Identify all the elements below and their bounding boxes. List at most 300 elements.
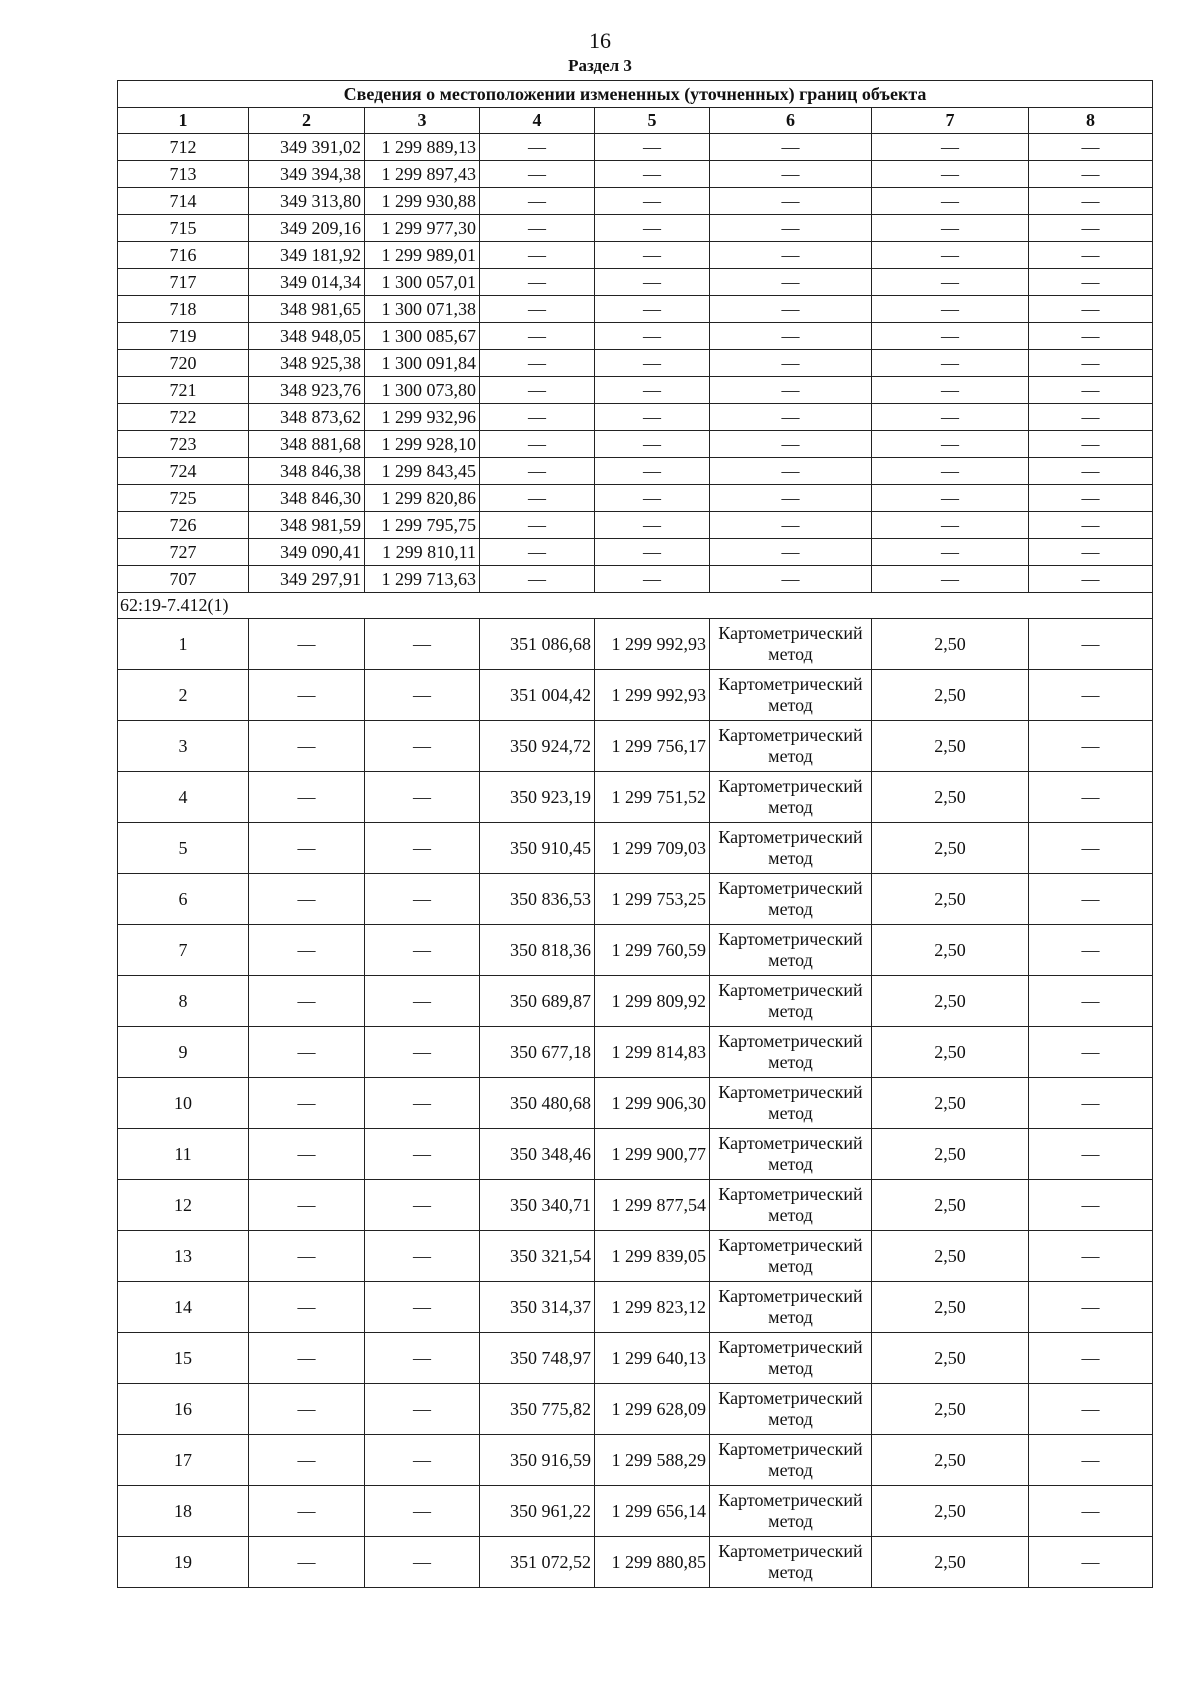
- table-row: [118, 925, 1153, 976]
- empty-dash-cell: —: [365, 823, 480, 874]
- empty-dash-cell: —: [872, 458, 1029, 485]
- empty-dash-cell: —: [365, 1435, 480, 1486]
- empty-dash-cell: —: [249, 619, 365, 670]
- y-coordinate-cell: 1 299 810,11: [365, 539, 480, 566]
- point-number-cell: 718: [118, 296, 249, 323]
- y-coordinate-cell: 1 299 889,13: [365, 134, 480, 161]
- y-coordinate-cell: 1 299 932,96: [365, 404, 480, 431]
- table-row: [118, 1282, 1153, 1333]
- method-cell: Картометрический метод: [710, 1129, 872, 1180]
- empty-dash-cell: —: [595, 188, 710, 215]
- point-number-cell: 12: [118, 1180, 249, 1231]
- empty-dash-cell: —: [710, 269, 872, 296]
- empty-dash-cell: —: [365, 1129, 480, 1180]
- column-number: 2: [249, 108, 365, 134]
- empty-dash-cell: —: [1029, 1384, 1153, 1435]
- point-number-cell: 16: [118, 1384, 249, 1435]
- empty-dash-cell: —: [249, 1384, 365, 1435]
- point-number-cell: 10: [118, 1078, 249, 1129]
- x-coordinate-cell: 348 981,65: [249, 296, 365, 323]
- y-coordinate-cell: 1 299 928,10: [365, 431, 480, 458]
- empty-dash-cell: —: [1029, 566, 1153, 593]
- column-number: 8: [1029, 108, 1153, 134]
- empty-dash-cell: —: [1029, 539, 1153, 566]
- empty-dash-cell: —: [365, 721, 480, 772]
- y-coordinate-cell: 1 300 057,01: [365, 269, 480, 296]
- y-coordinate-cell: 1 299 760,59: [595, 925, 710, 976]
- empty-dash-cell: —: [480, 431, 595, 458]
- empty-dash-cell: —: [249, 1333, 365, 1384]
- y-coordinate-cell: 1 299 640,13: [595, 1333, 710, 1384]
- empty-dash-cell: —: [365, 1027, 480, 1078]
- empty-dash-cell: —: [365, 1537, 480, 1588]
- point-number-cell: 714: [118, 188, 249, 215]
- x-coordinate-cell: 349 181,92: [249, 242, 365, 269]
- x-coordinate-cell: 350 923,19: [480, 772, 595, 823]
- x-coordinate-cell: 350 340,71: [480, 1180, 595, 1231]
- table-row: [118, 1537, 1153, 1588]
- accuracy-cell: 2,50: [872, 1384, 1029, 1435]
- accuracy-cell: 2,50: [872, 1486, 1029, 1537]
- y-coordinate-cell: 1 299 839,05: [595, 1231, 710, 1282]
- y-coordinate-cell: 1 299 656,14: [595, 1486, 710, 1537]
- table-row: [118, 772, 1153, 823]
- empty-dash-cell: —: [1029, 269, 1153, 296]
- empty-dash-cell: —: [872, 512, 1029, 539]
- column-number: 4: [480, 108, 595, 134]
- x-coordinate-cell: 350 748,97: [480, 1333, 595, 1384]
- empty-dash-cell: —: [480, 539, 595, 566]
- table-row: [118, 431, 1153, 458]
- table-row: [118, 1078, 1153, 1129]
- empty-dash-cell: —: [1029, 1282, 1153, 1333]
- y-coordinate-cell: 1 299 751,52: [595, 772, 710, 823]
- table-caption-row: [118, 81, 1153, 108]
- empty-dash-cell: —: [249, 925, 365, 976]
- point-number-cell: 3: [118, 721, 249, 772]
- y-coordinate-cell: 1 300 071,38: [365, 296, 480, 323]
- empty-dash-cell: —: [480, 350, 595, 377]
- empty-dash-cell: —: [1029, 1078, 1153, 1129]
- y-coordinate-cell: 1 299 877,54: [595, 1180, 710, 1231]
- point-number-cell: 727: [118, 539, 249, 566]
- accuracy-cell: 2,50: [872, 1129, 1029, 1180]
- empty-dash-cell: —: [1029, 1486, 1153, 1537]
- point-number-cell: 725: [118, 485, 249, 512]
- table-row: [118, 670, 1153, 721]
- empty-dash-cell: —: [480, 323, 595, 350]
- accuracy-cell: 2,50: [872, 1078, 1029, 1129]
- empty-dash-cell: —: [872, 188, 1029, 215]
- method-cell: Картометрический метод: [710, 772, 872, 823]
- x-coordinate-cell: 350 916,59: [480, 1435, 595, 1486]
- y-coordinate-cell: 1 299 930,88: [365, 188, 480, 215]
- empty-dash-cell: —: [480, 269, 595, 296]
- empty-dash-cell: —: [710, 512, 872, 539]
- point-number-cell: 9: [118, 1027, 249, 1078]
- column-number: 5: [595, 108, 710, 134]
- empty-dash-cell: —: [710, 323, 872, 350]
- y-coordinate-cell: 1 299 814,83: [595, 1027, 710, 1078]
- x-coordinate-cell: 350 480,68: [480, 1078, 595, 1129]
- point-number-cell: 720: [118, 350, 249, 377]
- empty-dash-cell: —: [872, 566, 1029, 593]
- empty-dash-cell: —: [480, 215, 595, 242]
- empty-dash-cell: —: [595, 377, 710, 404]
- empty-dash-cell: —: [1029, 976, 1153, 1027]
- empty-dash-cell: —: [1029, 377, 1153, 404]
- method-cell: Картометрический метод: [710, 1282, 872, 1333]
- method-cell: Картометрический метод: [710, 823, 872, 874]
- empty-dash-cell: —: [1029, 215, 1153, 242]
- method-cell: Картометрический метод: [710, 1231, 872, 1282]
- empty-dash-cell: —: [595, 458, 710, 485]
- empty-dash-cell: —: [365, 925, 480, 976]
- point-number-cell: 724: [118, 458, 249, 485]
- x-coordinate-cell: 351 086,68: [480, 619, 595, 670]
- empty-dash-cell: —: [1029, 458, 1153, 485]
- boundary-table: [117, 80, 1153, 1588]
- x-coordinate-cell: 351 072,52: [480, 1537, 595, 1588]
- empty-dash-cell: —: [365, 1231, 480, 1282]
- empty-dash-cell: —: [1029, 619, 1153, 670]
- empty-dash-cell: —: [1029, 485, 1153, 512]
- empty-dash-cell: —: [710, 377, 872, 404]
- empty-dash-cell: —: [249, 1027, 365, 1078]
- table-row: [118, 1231, 1153, 1282]
- x-coordinate-cell: 350 910,45: [480, 823, 595, 874]
- empty-dash-cell: —: [710, 539, 872, 566]
- x-coordinate-cell: 350 321,54: [480, 1231, 595, 1282]
- table-row: [118, 404, 1153, 431]
- empty-dash-cell: —: [365, 619, 480, 670]
- empty-dash-cell: —: [872, 539, 1029, 566]
- empty-dash-cell: —: [710, 458, 872, 485]
- empty-dash-cell: —: [249, 1486, 365, 1537]
- empty-dash-cell: —: [1029, 1333, 1153, 1384]
- table-row: [118, 242, 1153, 269]
- point-number-cell: 14: [118, 1282, 249, 1333]
- point-number-cell: 19: [118, 1537, 249, 1588]
- empty-dash-cell: —: [365, 670, 480, 721]
- x-coordinate-cell: 350 775,82: [480, 1384, 595, 1435]
- point-number-cell: 18: [118, 1486, 249, 1537]
- table-row: [118, 874, 1153, 925]
- method-cell: Картометрический метод: [710, 670, 872, 721]
- x-coordinate-cell: 350 836,53: [480, 874, 595, 925]
- x-coordinate-cell: 348 881,68: [249, 431, 365, 458]
- empty-dash-cell: —: [595, 296, 710, 323]
- accuracy-cell: 2,50: [872, 976, 1029, 1027]
- empty-dash-cell: —: [872, 485, 1029, 512]
- point-number-cell: 726: [118, 512, 249, 539]
- empty-dash-cell: —: [249, 874, 365, 925]
- empty-dash-cell: —: [1029, 512, 1153, 539]
- empty-dash-cell: —: [710, 431, 872, 458]
- point-number-cell: 5: [118, 823, 249, 874]
- empty-dash-cell: —: [595, 161, 710, 188]
- empty-dash-cell: —: [365, 1282, 480, 1333]
- empty-dash-cell: —: [710, 215, 872, 242]
- y-coordinate-cell: 1 300 085,67: [365, 323, 480, 350]
- empty-dash-cell: —: [480, 458, 595, 485]
- table-row: [118, 1180, 1153, 1231]
- empty-dash-cell: —: [365, 1078, 480, 1129]
- empty-dash-cell: —: [249, 823, 365, 874]
- y-coordinate-cell: 1 299 823,12: [595, 1282, 710, 1333]
- y-coordinate-cell: 1 299 992,93: [595, 619, 710, 670]
- method-cell: Картометрический метод: [710, 874, 872, 925]
- empty-dash-cell: —: [249, 1282, 365, 1333]
- table-row: [118, 619, 1153, 670]
- empty-dash-cell: —: [249, 1435, 365, 1486]
- accuracy-cell: 2,50: [872, 925, 1029, 976]
- table-row: [118, 1435, 1153, 1486]
- y-coordinate-cell: 1 299 820,86: [365, 485, 480, 512]
- empty-dash-cell: —: [872, 269, 1029, 296]
- empty-dash-cell: —: [1029, 670, 1153, 721]
- group-label-row: [118, 593, 1153, 619]
- empty-dash-cell: —: [595, 512, 710, 539]
- x-coordinate-cell: 349 014,34: [249, 269, 365, 296]
- empty-dash-cell: —: [480, 377, 595, 404]
- empty-dash-cell: —: [480, 242, 595, 269]
- table-row: [118, 1027, 1153, 1078]
- empty-dash-cell: —: [710, 161, 872, 188]
- empty-dash-cell: —: [595, 539, 710, 566]
- method-cell: Картометрический метод: [710, 1078, 872, 1129]
- empty-dash-cell: —: [365, 874, 480, 925]
- empty-dash-cell: —: [480, 134, 595, 161]
- table-row: [118, 1486, 1153, 1537]
- accuracy-cell: 2,50: [872, 823, 1029, 874]
- method-cell: Картометрический метод: [710, 1027, 872, 1078]
- table-row: [118, 485, 1153, 512]
- empty-dash-cell: —: [872, 350, 1029, 377]
- table-row: [118, 161, 1153, 188]
- point-number-cell: 1: [118, 619, 249, 670]
- column-number: 1: [118, 108, 249, 134]
- table-row: [118, 377, 1153, 404]
- empty-dash-cell: —: [249, 670, 365, 721]
- x-coordinate-cell: 350 314,37: [480, 1282, 595, 1333]
- accuracy-cell: 2,50: [872, 874, 1029, 925]
- point-number-cell: 715: [118, 215, 249, 242]
- empty-dash-cell: —: [249, 1078, 365, 1129]
- y-coordinate-cell: 1 299 977,30: [365, 215, 480, 242]
- point-number-cell: 11: [118, 1129, 249, 1180]
- empty-dash-cell: —: [595, 215, 710, 242]
- point-number-cell: 723: [118, 431, 249, 458]
- method-cell: Картометрический метод: [710, 1486, 872, 1537]
- empty-dash-cell: —: [480, 485, 595, 512]
- method-cell: Картометрический метод: [710, 1435, 872, 1486]
- point-number-cell: 13: [118, 1231, 249, 1282]
- y-coordinate-cell: 1 299 588,29: [595, 1435, 710, 1486]
- x-coordinate-cell: 348 981,59: [249, 512, 365, 539]
- column-number: 6: [710, 108, 872, 134]
- x-coordinate-cell: 348 873,62: [249, 404, 365, 431]
- accuracy-cell: 2,50: [872, 772, 1029, 823]
- empty-dash-cell: —: [710, 485, 872, 512]
- empty-dash-cell: —: [480, 512, 595, 539]
- empty-dash-cell: —: [1029, 431, 1153, 458]
- empty-dash-cell: —: [872, 377, 1029, 404]
- table-row: [118, 134, 1153, 161]
- column-number: 7: [872, 108, 1029, 134]
- point-number-cell: 712: [118, 134, 249, 161]
- empty-dash-cell: —: [872, 242, 1029, 269]
- table-row: [118, 823, 1153, 874]
- table-row: [118, 296, 1153, 323]
- y-coordinate-cell: 1 299 880,85: [595, 1537, 710, 1588]
- point-number-cell: 722: [118, 404, 249, 431]
- empty-dash-cell: —: [595, 485, 710, 512]
- point-number-cell: 17: [118, 1435, 249, 1486]
- point-number-cell: 719: [118, 323, 249, 350]
- table-row: [118, 566, 1153, 593]
- empty-dash-cell: —: [595, 323, 710, 350]
- x-coordinate-cell: 348 846,38: [249, 458, 365, 485]
- section-title: Раздел 3: [568, 56, 632, 75]
- point-number-cell: 2: [118, 670, 249, 721]
- empty-dash-cell: —: [365, 1486, 480, 1537]
- x-coordinate-cell: 349 090,41: [249, 539, 365, 566]
- x-coordinate-cell: 350 348,46: [480, 1129, 595, 1180]
- empty-dash-cell: —: [365, 976, 480, 1027]
- empty-dash-cell: —: [595, 431, 710, 458]
- empty-dash-cell: —: [872, 161, 1029, 188]
- empty-dash-cell: —: [710, 350, 872, 377]
- y-coordinate-cell: 1 299 795,75: [365, 512, 480, 539]
- empty-dash-cell: —: [1029, 1231, 1153, 1282]
- accuracy-cell: 2,50: [872, 1282, 1029, 1333]
- accuracy-cell: 2,50: [872, 1180, 1029, 1231]
- point-number-cell: 15: [118, 1333, 249, 1384]
- empty-dash-cell: —: [710, 134, 872, 161]
- empty-dash-cell: —: [1029, 242, 1153, 269]
- column-number-row: [118, 108, 1153, 134]
- accuracy-cell: 2,50: [872, 1231, 1029, 1282]
- empty-dash-cell: —: [480, 296, 595, 323]
- y-coordinate-cell: 1 299 756,17: [595, 721, 710, 772]
- x-coordinate-cell: 348 925,38: [249, 350, 365, 377]
- table-row: [118, 976, 1153, 1027]
- empty-dash-cell: —: [872, 134, 1029, 161]
- empty-dash-cell: —: [595, 269, 710, 296]
- empty-dash-cell: —: [710, 296, 872, 323]
- empty-dash-cell: —: [595, 350, 710, 377]
- empty-dash-cell: —: [249, 976, 365, 1027]
- empty-dash-cell: —: [365, 772, 480, 823]
- empty-dash-cell: —: [1029, 772, 1153, 823]
- empty-dash-cell: —: [710, 566, 872, 593]
- x-coordinate-cell: 350 818,36: [480, 925, 595, 976]
- empty-dash-cell: —: [710, 188, 872, 215]
- table-row: [118, 188, 1153, 215]
- empty-dash-cell: —: [480, 161, 595, 188]
- y-coordinate-cell: 1 299 753,25: [595, 874, 710, 925]
- empty-dash-cell: —: [1029, 1537, 1153, 1588]
- point-number-cell: 707: [118, 566, 249, 593]
- accuracy-cell: 2,50: [872, 721, 1029, 772]
- x-coordinate-cell: 349 391,02: [249, 134, 365, 161]
- empty-dash-cell: —: [480, 188, 595, 215]
- empty-dash-cell: —: [872, 404, 1029, 431]
- empty-dash-cell: —: [249, 721, 365, 772]
- point-number-cell: 4: [118, 772, 249, 823]
- accuracy-cell: 2,50: [872, 619, 1029, 670]
- empty-dash-cell: —: [595, 566, 710, 593]
- table-row: [118, 1129, 1153, 1180]
- x-coordinate-cell: 349 313,80: [249, 188, 365, 215]
- empty-dash-cell: —: [1029, 134, 1153, 161]
- y-coordinate-cell: 1 299 709,03: [595, 823, 710, 874]
- empty-dash-cell: —: [1029, 823, 1153, 874]
- empty-dash-cell: —: [365, 1384, 480, 1435]
- y-coordinate-cell: 1 299 809,92: [595, 976, 710, 1027]
- x-coordinate-cell: 349 297,91: [249, 566, 365, 593]
- table-row: [118, 512, 1153, 539]
- empty-dash-cell: —: [365, 1333, 480, 1384]
- empty-dash-cell: —: [710, 404, 872, 431]
- point-number-cell: 713: [118, 161, 249, 188]
- column-number: 3: [365, 108, 480, 134]
- empty-dash-cell: —: [595, 242, 710, 269]
- table-row: [118, 458, 1153, 485]
- x-coordinate-cell: 349 209,16: [249, 215, 365, 242]
- empty-dash-cell: —: [872, 323, 1029, 350]
- empty-dash-cell: —: [1029, 404, 1153, 431]
- x-coordinate-cell: 351 004,42: [480, 670, 595, 721]
- empty-dash-cell: —: [1029, 721, 1153, 772]
- empty-dash-cell: —: [1029, 1180, 1153, 1231]
- x-coordinate-cell: 348 923,76: [249, 377, 365, 404]
- empty-dash-cell: —: [872, 431, 1029, 458]
- empty-dash-cell: —: [249, 1129, 365, 1180]
- table-row: [118, 539, 1153, 566]
- table-row: [118, 269, 1153, 296]
- table-row: [118, 323, 1153, 350]
- accuracy-cell: 2,50: [872, 1537, 1029, 1588]
- table-row: [118, 721, 1153, 772]
- empty-dash-cell: —: [1029, 925, 1153, 976]
- x-coordinate-cell: 348 948,05: [249, 323, 365, 350]
- point-number-cell: 8: [118, 976, 249, 1027]
- page-number: 16: [589, 28, 611, 53]
- method-cell: Картометрический метод: [710, 1537, 872, 1588]
- y-coordinate-cell: 1 299 906,30: [595, 1078, 710, 1129]
- point-number-cell: 717: [118, 269, 249, 296]
- empty-dash-cell: —: [1029, 323, 1153, 350]
- empty-dash-cell: —: [595, 134, 710, 161]
- method-cell: Картометрический метод: [710, 1180, 872, 1231]
- table-row: [118, 1333, 1153, 1384]
- empty-dash-cell: —: [480, 404, 595, 431]
- empty-dash-cell: —: [1029, 1435, 1153, 1486]
- empty-dash-cell: —: [1029, 1027, 1153, 1078]
- empty-dash-cell: —: [872, 296, 1029, 323]
- x-coordinate-cell: 350 924,72: [480, 721, 595, 772]
- accuracy-cell: 2,50: [872, 670, 1029, 721]
- accuracy-cell: 2,50: [872, 1333, 1029, 1384]
- empty-dash-cell: —: [710, 242, 872, 269]
- point-number-cell: 7: [118, 925, 249, 976]
- table-row: [118, 1384, 1153, 1435]
- x-coordinate-cell: 350 689,87: [480, 976, 595, 1027]
- method-cell: Картометрический метод: [710, 976, 872, 1027]
- empty-dash-cell: —: [595, 404, 710, 431]
